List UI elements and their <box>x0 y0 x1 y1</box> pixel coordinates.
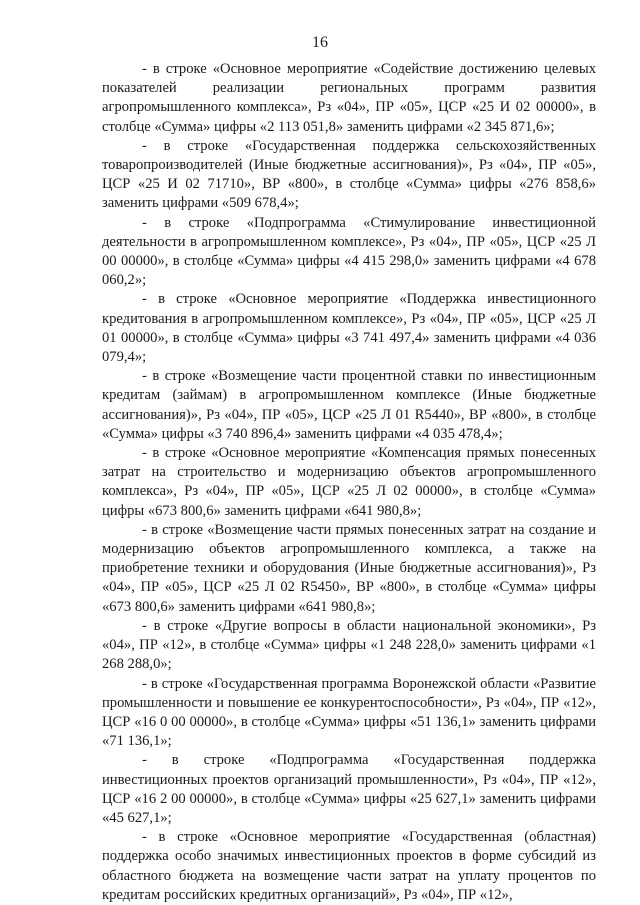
paragraph: - в строке «Государственная программа Воронежской области «Развитие промышленности и повышение ее конкурентоспособности», Рз «04», ПР «12», ЦСР «16 0 00 00000», в столбце «Сумма» цифры «51 136,1» заменить цифрами «71 136,1»; <box>102 675 596 750</box>
page-number: 16 <box>312 34 328 51</box>
paragraph: - в строке «Подпрограмма «Стимулирование инвестиционной деятельности в агропромышленном комплексе», Рз «04», ПР «05», ЦСР «25 Л 00 00000», в столбце «Сумма» цифры «4 415 298,0» заменить цифрами «4 678 060,2»; <box>102 214 596 289</box>
paragraph: - в строке «Подпрограмма «Государственная поддержка инвестиционных проектов организаций промышленности», Рз «04», ПР «12», ЦСР «16 2 00 00000», в столбце «Сумма» цифры «25 627,1» заменить цифрами «45 627,1»; <box>102 752 596 826</box>
paragraph: - в строке «Основное мероприятие «Содействие достижению целевых показателей реализации региональных программ развития агропромышленного комплекса», Рз «04», ПР «05», ЦСР «25 И 02 00000», в столбце «Сумма» цифры «2 113 051,8» заменить цифрами «2 345 871,6»; <box>102 61 596 135</box>
document-body <box>102 60 596 905</box>
paragraph: - в строке «Государственная поддержка сельскохозяйственных товаропроизводителей (Иные бюджетные ассигнования)», Рз «04», ПР «05», ЦСР «25 И 02 71710», ВР «800», в столбце «Сумма» цифры «276 858,6» заменить цифрами «509 678,4»; <box>102 137 596 212</box>
paragraph: - в строке «Основное мероприятие «Поддержка инвестиционного кредитования в агропромышленном комплексе», Рз «04», ПР «05», ЦСР «25 Л 01 00000», в столбце «Сумма» цифры «3 741 497,4» заменить цифрами «4 036 079,4»; <box>102 291 596 366</box>
paragraph: - в строке «Основное мероприятие «Компенсация прямых понесенных затрат на строительство и модернизацию объектов агропромышленного комплекса», Рз «04», ПР «05», ЦСР «25 Л 02 00000», в столбце «Сумма» цифры «673 800,6» заменить цифрами «641 980,8»; <box>102 445 596 519</box>
paragraph: - в строке «Возмещение части процентной ставки по инвестиционным кредитам (займам) в агропромышленном комплексе (Иные бюджетные ассигнования)», Рз «04», ПР «05», ЦСР «25 Л 01 R5440», ВР «800», в столбце «Сумма» цифры «3 740 896,4» заменить цифрами «4 035 478,4»; <box>102 368 596 442</box>
paragraph: - в строке «Основное мероприятие «Государственная (областная) поддержка особо значимых инвестиционных проектов в форме субсидий из областного бюджета на возмещение части затрат на уплату процентов по кредитам российских кредитных организаций», Рз «04», ПР «12», <box>102 829 596 903</box>
paragraph: - в строке «Другие вопросы в области национальной экономики», Рз «04», ПР «12», в столбце «Сумма» цифры «1 248 228,0» заменить цифрами «1 268 288,0»; <box>102 617 596 673</box>
paragraph: - в строке «Возмещение части прямых понесенных затрат на создание и модернизацию объектов агропромышленного комплекса, а также на приобретение техники и оборудования (Иные бюджетные ассигнования)», Рз «04», ПР «05», ЦСР «25 Л 02 R5450», ВР «800», в столбце «Сумма» цифры «673 800,6» заменить цифрами «641 980,8»; <box>102 521 596 615</box>
